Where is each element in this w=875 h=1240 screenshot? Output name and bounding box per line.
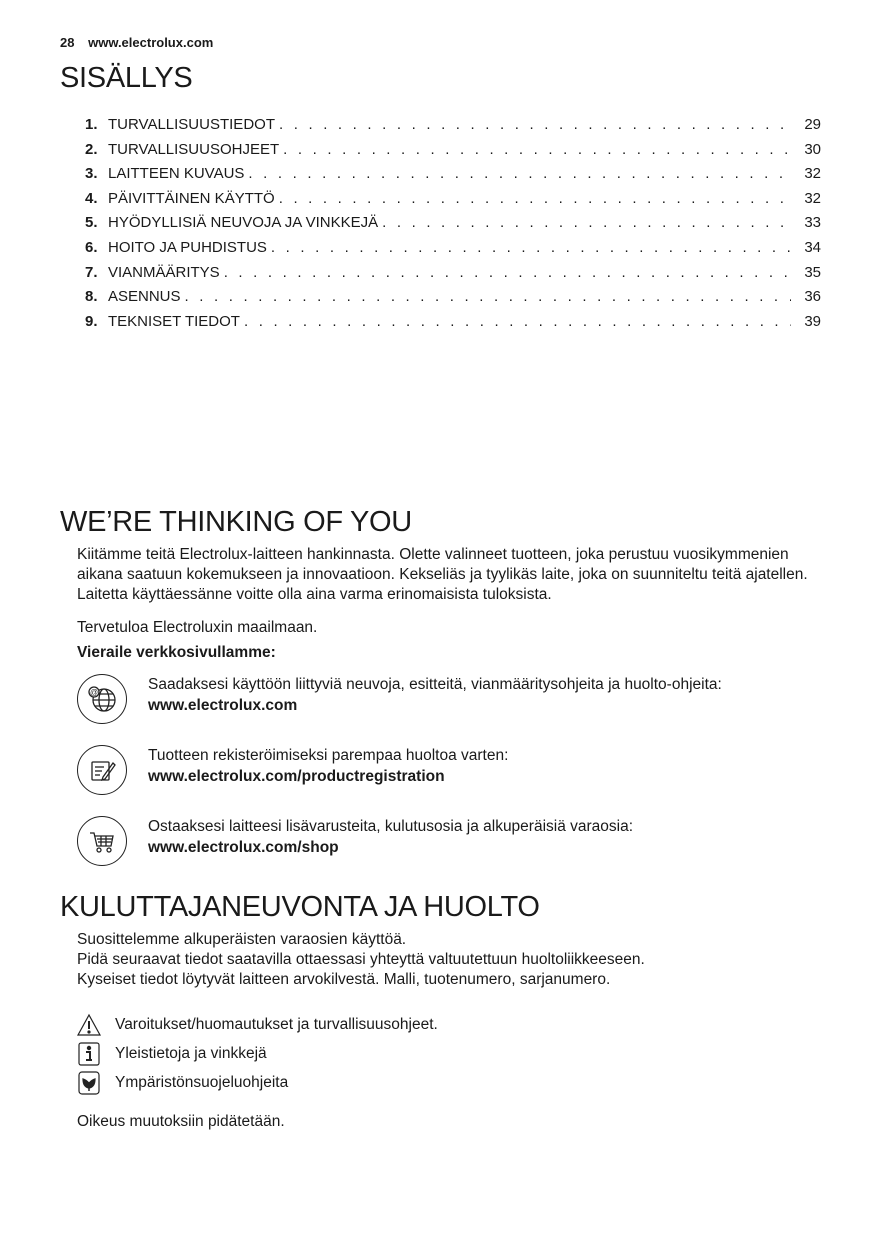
- toc-item[interactable]: [85, 141, 821, 166]
- shop-link-block: [77, 816, 827, 872]
- toc-item-page: 32: [804, 165, 821, 183]
- symbol-legend-item: [77, 1070, 288, 1096]
- toc-leader: [248, 165, 791, 182]
- service-line: Pidä seuraavat tiedot saatavilla ottaessasi yhteyttä valtuutettuun huoltoliikkeeseen.: [77, 951, 645, 968]
- symbol-legend-item: [77, 1012, 438, 1038]
- toc-item[interactable]: [85, 190, 821, 215]
- support-link-url[interactable]: www.electrolux.com: [148, 697, 298, 714]
- toc-item-page: 39: [804, 312, 821, 330]
- toc-item-page: 30: [804, 140, 821, 158]
- shop-link-url[interactable]: www.electrolux.com/shop: [148, 839, 339, 856]
- thinking-title: WE’RE THINKING OF YOU: [60, 506, 412, 538]
- toc-item-number: 2.: [85, 140, 98, 158]
- toc-item[interactable]: [85, 165, 821, 190]
- toc-item-label: HOITO JA PUHDISTUS: [108, 238, 267, 256]
- toc-item-label: TEKNISET TIEDOT: [108, 312, 240, 330]
- welcome-text: Tervetuloa Electroluxin maailmaan.: [77, 619, 318, 636]
- toc-item-page: 33: [804, 214, 821, 232]
- warning-icon: [77, 1013, 101, 1037]
- page-number: 28: [60, 35, 75, 50]
- shop-link-text: [148, 816, 633, 858]
- symbol-legend-item: [77, 1041, 267, 1067]
- shop-link-description: Ostaaksesi laitteesi lisävarusteita, kulutusosia ja alkuperäisiä varaosia:: [148, 818, 634, 835]
- toc-item[interactable]: [85, 313, 821, 338]
- toc-leader: [185, 288, 791, 305]
- toc-leader: [224, 264, 791, 281]
- service-line: Suosittelemme alkuperäisten varaosien käyttöä.: [77, 931, 407, 948]
- toc-leader: [271, 239, 791, 256]
- visit-website-label: Vieraile verkkosivullamme:: [77, 644, 276, 661]
- globe-icon: [77, 674, 127, 724]
- toc-item-label: PÄIVITTÄINEN KÄYTTÖ: [108, 189, 275, 207]
- support-link-block: [77, 674, 827, 730]
- toc-item-page: 29: [804, 116, 821, 133]
- toc-item-label: ASENNUS: [108, 288, 181, 306]
- toc-item-number: 1.: [85, 116, 98, 133]
- info-icon: [77, 1042, 101, 1066]
- registration-link-description: Tuotteen rekisteröimiseksi parempaa huoltoa varten:: [148, 747, 509, 764]
- toc-title: SISÄLLYS: [60, 62, 193, 94]
- service-title: KULUTTAJANEUVONTA JA HUOLTO: [60, 891, 540, 923]
- toc-item-number: 9.: [85, 312, 98, 330]
- environment-icon: [77, 1071, 101, 1095]
- toc-item[interactable]: [85, 116, 821, 141]
- toc-item-page: 36: [804, 288, 821, 306]
- registration-link-text: [148, 745, 508, 787]
- toc-item-number: 6.: [85, 238, 98, 256]
- toc-leader: [283, 141, 791, 158]
- support-link-text: [148, 674, 722, 716]
- service-line: Kyseiset tiedot löytyvät laitteen arvokilvestä. Malli, tuotenumero, sarjanumero.: [77, 971, 611, 988]
- toc-leader: [279, 116, 791, 133]
- svg-text:@: @: [89, 688, 99, 697]
- toc-item-label: HYÖDYLLISIÄ NEUVOJA JA VINKKEJÄ: [108, 214, 379, 232]
- symbol-legend-text: Yleistietoja ja vinkkejä: [115, 1045, 267, 1062]
- toc-item-number: 5.: [85, 214, 98, 232]
- toc-item-label: LAITTEEN KUVAUS: [108, 165, 245, 183]
- registration-link-block: [77, 745, 827, 801]
- rights-reserved-text: Oikeus muutoksiin pidätetään.: [77, 1113, 285, 1130]
- toc-item-number: 4.: [85, 189, 98, 207]
- toc-item-number: 7.: [85, 263, 98, 281]
- toc-item[interactable]: [85, 239, 821, 264]
- support-link-description: Saadaksesi käyttöön liittyviä neuvoja, esitteitä, vianmääritysohjeita ja huolto-ohjeita:: [148, 676, 722, 693]
- thanks-paragraph: Kiitämme teitä Electrolux-laitteen hankinnasta. Olette valinneet tuotteen, joka perustuu vuosikymmenien aikana saatuun kokemukseen ja innovaatioon. Kekseliäs ja tyylikäs laite, joka on suunniteltu teitä ajatellen. Laitetta käyttäessänne voitte olla aina varma erinomaisista tuloksista.: [77, 546, 808, 603]
- toc-item-page: 34: [804, 238, 821, 256]
- registration-icon: [77, 745, 127, 795]
- toc-item-label: TURVALLISUUSOHJEET: [108, 140, 280, 158]
- header-site-link[interactable]: www.electrolux.com: [88, 35, 214, 50]
- toc-item-label: VIANMÄÄRITYS: [108, 263, 220, 281]
- toc-leader: [244, 313, 791, 330]
- toc-leader: [279, 190, 791, 207]
- registration-link-url[interactable]: www.electrolux.com/productregistration: [148, 768, 445, 785]
- toc-leader: [382, 214, 791, 231]
- toc-item[interactable]: [85, 288, 821, 313]
- toc-item-label: TURVALLISUUSTIEDOT: [108, 116, 275, 133]
- toc-item-page: 35: [804, 263, 821, 281]
- toc-item[interactable]: [85, 214, 821, 239]
- symbol-legend-text: Varoitukset/huomautukset ja turvallisuusohjeet.: [115, 1016, 438, 1033]
- toc-item-number: 3.: [85, 165, 98, 183]
- toc-item-page: 32: [804, 189, 821, 207]
- shopping-cart-icon: [77, 816, 127, 866]
- page-header: [60, 35, 213, 50]
- toc-item[interactable]: [85, 264, 821, 289]
- service-paragraph: [77, 930, 827, 990]
- table-of-contents: [85, 116, 821, 337]
- symbol-legend-text: Ympäristönsuojeluohjeita: [115, 1074, 289, 1091]
- toc-item-number: 8.: [85, 288, 98, 306]
